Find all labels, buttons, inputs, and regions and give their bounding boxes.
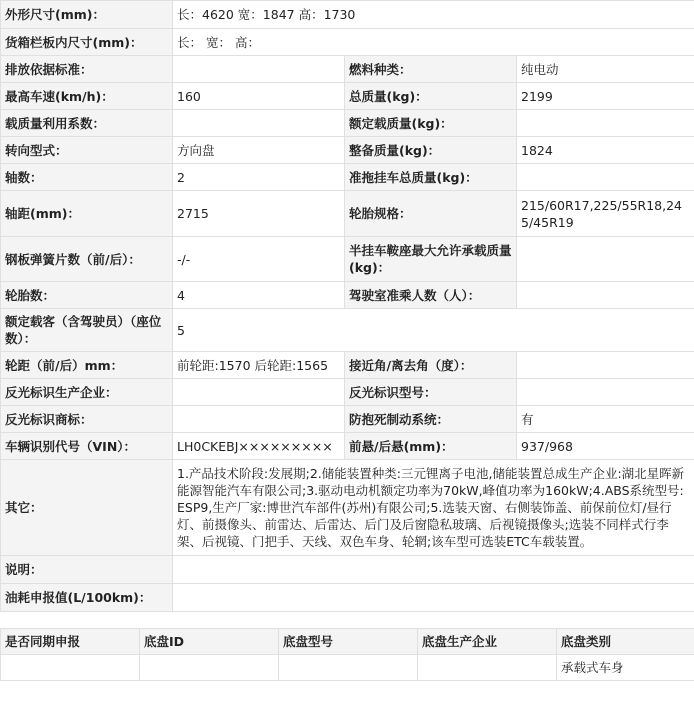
reflector-maker-label: 反光标识生产企业： bbox=[1, 379, 173, 406]
fuel-label: 燃料种类： bbox=[345, 56, 517, 83]
fuel-consumption-value bbox=[173, 584, 694, 612]
speed-value: 160 bbox=[173, 83, 345, 110]
other-label: 其它： bbox=[1, 460, 173, 556]
seats-value: 5 bbox=[173, 309, 694, 352]
spring-label: 钢板弹簧片数（前/后）： bbox=[1, 237, 173, 282]
chassis-cell bbox=[279, 655, 418, 681]
track-value: 前轮距:1570 后轮距:1565 bbox=[173, 352, 345, 379]
gross-mass-label: 总质量(kg)： bbox=[345, 83, 517, 110]
cargo-value: 长： 宽： 高： bbox=[173, 29, 694, 56]
angle-value bbox=[517, 352, 694, 379]
curb-mass-label: 整备质量(kg)： bbox=[345, 137, 517, 164]
cab-capacity-label: 驾驶室准乘人数（人）： bbox=[345, 282, 517, 309]
overhang-value: 937/968 bbox=[517, 433, 694, 460]
fuel-consumption-label: 油耗申报值(L/100km)： bbox=[1, 584, 173, 612]
reflector-model-value bbox=[517, 379, 694, 406]
abs-value: 有 bbox=[517, 406, 694, 433]
row-cargo bbox=[1, 29, 694, 56]
row-axles bbox=[1, 164, 694, 191]
seats-label: 额定载客（含驾驶员）（座位数）： bbox=[1, 309, 173, 352]
chassis-header-cell: 是否同期申报 bbox=[1, 629, 140, 655]
chassis-header-row bbox=[1, 629, 694, 655]
vin-label: 车辆识别代号（VIN）： bbox=[1, 433, 173, 460]
cargo-label: 货箱栏板内尺寸(mm)： bbox=[1, 29, 173, 56]
row-remark bbox=[1, 556, 694, 584]
remark-label: 说明： bbox=[1, 556, 173, 584]
reflector-model-label: 反光标识型号： bbox=[345, 379, 517, 406]
tire-spec-label: 轮胎规格： bbox=[345, 191, 517, 237]
trailer-mass-value bbox=[517, 164, 694, 191]
fuel-value: 纯电动 bbox=[517, 56, 694, 83]
axles-value: 2 bbox=[173, 164, 345, 191]
chassis-cell bbox=[1, 655, 140, 681]
row-wheelbase bbox=[1, 191, 694, 237]
angle-label: 接近角/离去角（度）： bbox=[345, 352, 517, 379]
chassis-header-cell: 底盘生产企业 bbox=[418, 629, 557, 655]
load-util-value bbox=[173, 110, 345, 137]
chassis-data-row bbox=[1, 655, 694, 681]
wheelbase-value: 2715 bbox=[173, 191, 345, 237]
row-steering bbox=[1, 137, 694, 164]
semi-trailer-value bbox=[517, 237, 694, 282]
gross-mass-value: 2199 bbox=[517, 83, 694, 110]
row-seats bbox=[1, 309, 694, 352]
wheelbase-label: 轴距(mm)： bbox=[1, 191, 173, 237]
row-emission bbox=[1, 56, 694, 83]
abs-label: 防抱死制动系统： bbox=[345, 406, 517, 433]
curb-mass-value: 1824 bbox=[517, 137, 694, 164]
tire-count-label: 轮胎数： bbox=[1, 282, 173, 309]
rated-load-label: 额定载质量(kg)： bbox=[345, 110, 517, 137]
trailer-mass-label: 准拖挂车总质量(kg)： bbox=[345, 164, 517, 191]
row-track bbox=[1, 352, 694, 379]
chassis-header-cell: 底盘型号 bbox=[279, 629, 418, 655]
row-dimensions bbox=[1, 1, 694, 29]
chassis-cell: 承载式车身 bbox=[557, 655, 694, 681]
overhang-label: 前悬/后悬(mm)： bbox=[345, 433, 517, 460]
speed-label: 最高车速(km/h)： bbox=[1, 83, 173, 110]
row-reflector-brand bbox=[1, 406, 694, 433]
chassis-header-cell: 底盘类别 bbox=[557, 629, 694, 655]
remark-value bbox=[173, 556, 694, 584]
row-vin bbox=[1, 433, 694, 460]
emission-label: 排放依据标准： bbox=[1, 56, 173, 83]
dims-value: 长：4620 宽：1847 高：1730 bbox=[173, 1, 694, 29]
steering-value: 方向盘 bbox=[173, 137, 345, 164]
tire-spec-value: 215/60R17,225/55R18,245/45R19 bbox=[517, 191, 694, 237]
tire-count-value: 4 bbox=[173, 282, 345, 309]
row-fuel-consumption bbox=[1, 584, 694, 612]
dims-label: 外形尺寸(mm)： bbox=[1, 1, 173, 29]
emission-value bbox=[173, 56, 345, 83]
vin-value: LH0CKEBJ××××××××× bbox=[173, 433, 345, 460]
chassis-table bbox=[0, 628, 694, 681]
load-util-label: 载质量利用系数： bbox=[1, 110, 173, 137]
reflector-brand-value bbox=[173, 406, 345, 433]
reflector-brand-label: 反光标识商标： bbox=[1, 406, 173, 433]
row-spring bbox=[1, 237, 694, 282]
track-label: 轮距（前/后）mm： bbox=[1, 352, 173, 379]
chassis-header-cell: 底盘ID bbox=[140, 629, 279, 655]
rated-load-value bbox=[517, 110, 694, 137]
cab-capacity-value bbox=[517, 282, 694, 309]
chassis-cell bbox=[418, 655, 557, 681]
row-load-util bbox=[1, 110, 694, 137]
spring-value: -/- bbox=[173, 237, 345, 282]
steering-label: 转向型式： bbox=[1, 137, 173, 164]
row-other bbox=[1, 460, 694, 556]
reflector-maker-value bbox=[173, 379, 345, 406]
other-value: 1.产品技术阶段:发展期;2.储能装置种类:三元锂离子电池,储能装置总成生产企业:湖北星晖新能源智能汽车有限公司;3.驱动电动机额定功率为70kW,峰值功率为160kW;4.ABS系统型号:ESP9,生产厂家:博世汽车部件(苏州)有限公司;5.选装天窗、右侧装饰盖、前保前位灯/昼行灯、前摄像头、前雷达、后雷达、后门及后窗隐私玻璃、后视镜摄像头;选装不同样式行李架、后视镜、门把手、天线、双色车身、轮辋;该车型可选装ETC车载装置。 bbox=[173, 460, 694, 556]
row-reflector-maker bbox=[1, 379, 694, 406]
semi-trailer-label: 半挂车鞍座最大允许承载质量(kg)： bbox=[345, 237, 517, 282]
chassis-cell bbox=[140, 655, 279, 681]
axles-label: 轴数： bbox=[1, 164, 173, 191]
row-tire-count bbox=[1, 282, 694, 309]
row-speed bbox=[1, 83, 694, 110]
